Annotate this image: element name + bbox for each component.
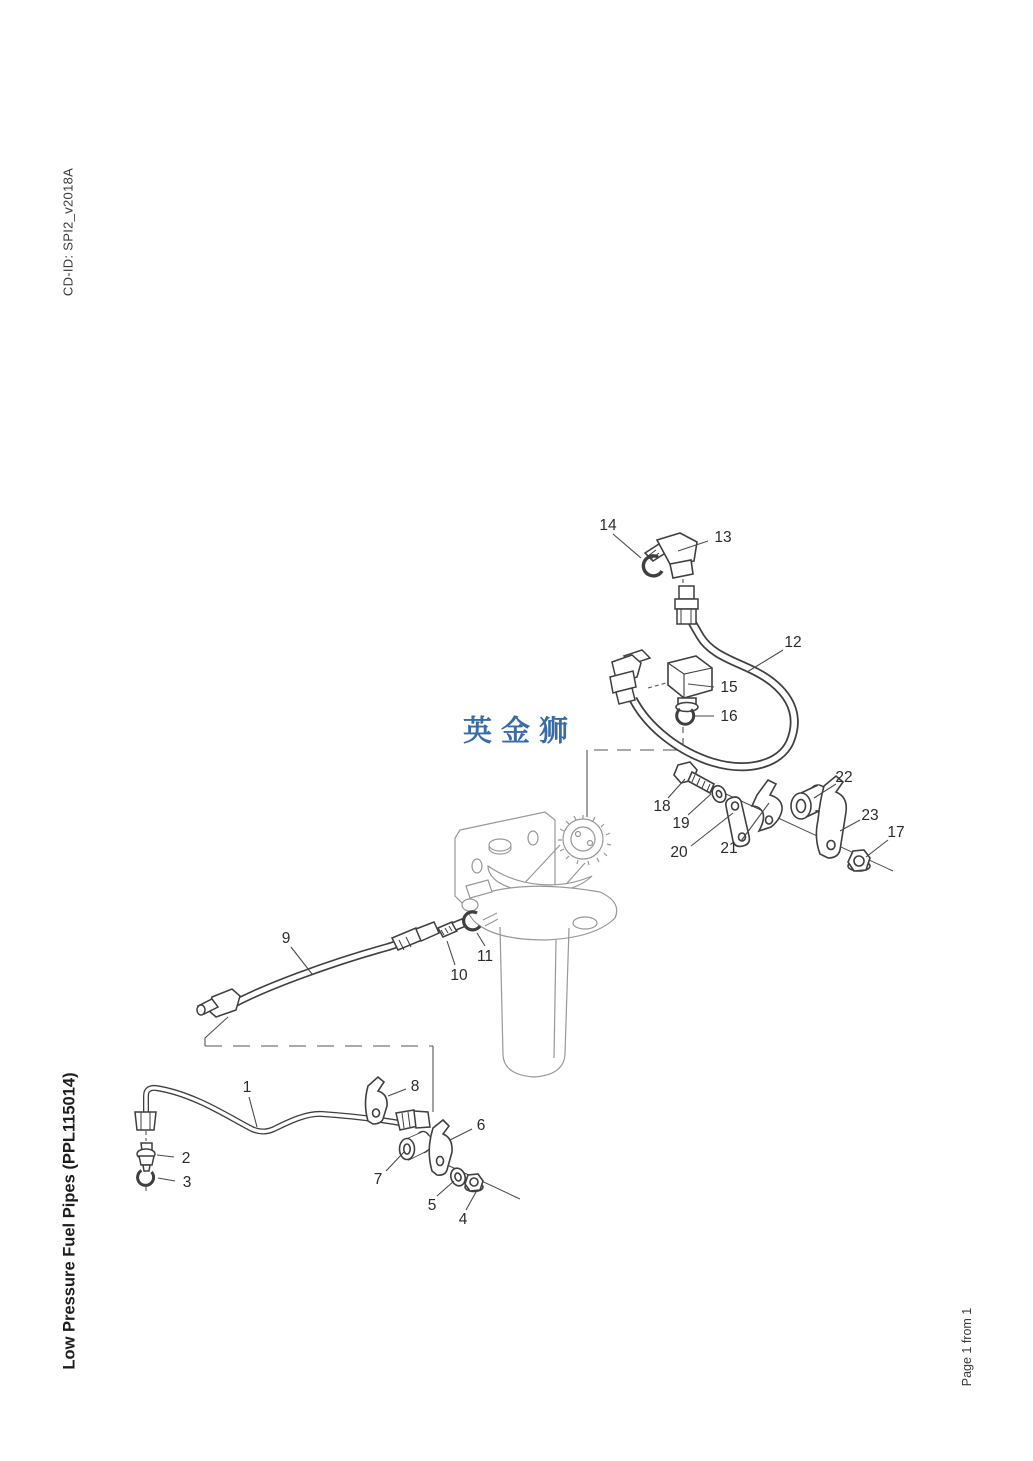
- callout-leader-4: [466, 1192, 476, 1210]
- callout-leader-11: [477, 933, 485, 946]
- part-10-fitting: [438, 919, 466, 937]
- construction-lines: [146, 572, 683, 1194]
- callout-label-13: 13: [714, 529, 732, 546]
- pipe-1: [146, 1088, 400, 1132]
- callout-label-14: 14: [599, 517, 617, 534]
- callout-leader-6: [450, 1129, 472, 1140]
- part-18-bolt: [674, 762, 714, 793]
- fuel-filter-assembly: [455, 812, 617, 1077]
- part-4-nut: [465, 1174, 483, 1192]
- callout-label-5: 5: [427, 1197, 437, 1214]
- hose-12-end-fitting: [675, 586, 698, 624]
- callout-leader-19: [688, 794, 711, 815]
- part-3-retaining-clip: [138, 1171, 154, 1186]
- callout-label-17: 17: [887, 824, 905, 841]
- callout-leader-8: [388, 1089, 406, 1096]
- callout-label-7: 7: [373, 1171, 383, 1188]
- callout-label-19: 19: [672, 815, 690, 832]
- callout-leader-2: [157, 1155, 174, 1157]
- callout-leader-10: [447, 941, 455, 965]
- part-6-bracket: [429, 1120, 452, 1175]
- callout-leader-9: [291, 947, 312, 974]
- callout-label-4: 4: [458, 1211, 468, 1228]
- callout-leader-7: [386, 1152, 404, 1171]
- callout-label-8: 8: [410, 1078, 420, 1095]
- callout-label-11: 11: [476, 948, 494, 965]
- callout-leader-18: [668, 779, 685, 798]
- callout-label-16: 16: [720, 708, 738, 725]
- callout-leader-12: [747, 650, 783, 672]
- callout-label-15: 15: [720, 679, 738, 696]
- callout-leader-5: [437, 1181, 454, 1196]
- callout-leader-14: [613, 534, 641, 558]
- callout-label-12: 12: [784, 634, 802, 651]
- page-number-label: Page 1 from 1: [960, 1307, 974, 1387]
- part-8-bracket: [366, 1077, 388, 1124]
- callout-leader-17: [866, 840, 888, 857]
- callout-label-9: 9: [281, 930, 291, 947]
- part-7-bushing: [400, 1132, 431, 1161]
- part-17-nut: [848, 850, 870, 871]
- callout-leader-3: [158, 1178, 175, 1181]
- hose-12-elbow-fitting: [610, 650, 650, 704]
- part-2-fitting: [137, 1143, 155, 1171]
- callout-label-6: 6: [476, 1117, 486, 1134]
- callout-label-23: 23: [861, 807, 879, 824]
- callout-label-10: 10: [450, 967, 468, 984]
- callout-label-3: 3: [182, 1174, 192, 1191]
- page-title: Low Pressure Fuel Pipes (PPL115014): [60, 1072, 79, 1370]
- callout-leader-1: [249, 1097, 257, 1127]
- callout-label-20: 20: [670, 844, 688, 861]
- callout-label-1: 1: [242, 1079, 252, 1096]
- cd-id-label: CD-ID: SPI2_v2018A: [60, 167, 76, 297]
- callout-label-2: 2: [181, 1150, 191, 1167]
- callout-label-22: 22: [835, 769, 853, 786]
- callout-label-18: 18: [653, 798, 671, 815]
- callout-label-21: 21: [720, 840, 738, 857]
- watermark-text: 英金狮: [462, 715, 578, 748]
